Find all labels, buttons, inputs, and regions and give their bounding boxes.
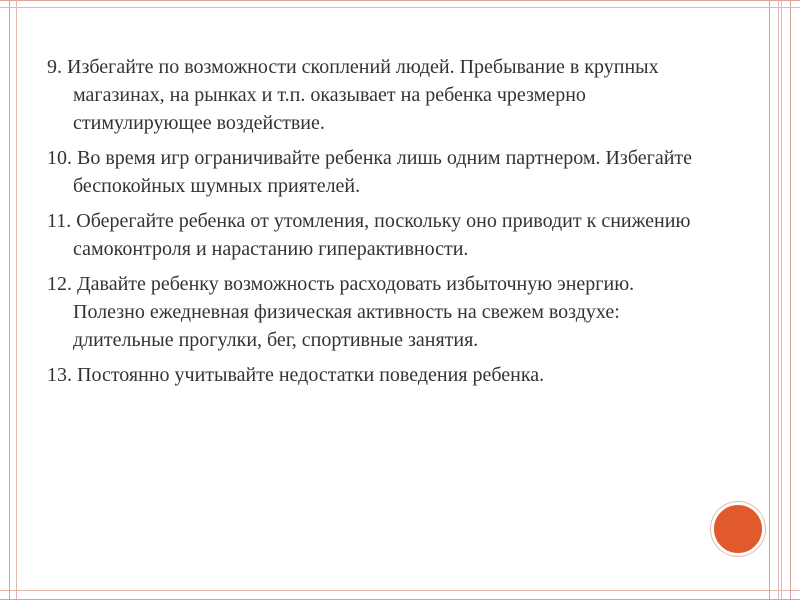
frame-left-border [9,0,17,600]
list-item-12: 12. Давайте ребенку возможность расходовать избыточную энергию. Полезно ежедневная физическая активность на свежем воздухе: длительные прогулки, бег, спортивные занятия. [47,273,635,351]
list-item-11: 11. Оберегайте ребенка от утомления, поскольку оно приводит к снижению самоконтроля и нарастанию гиперактивности. [47,210,691,260]
slide-body [47,53,707,396]
list-item-9: 9. Избегайте по возможности скоплений людей. Пребывание в крупных магазинах, на рынках и т.п. оказывает на ребенка чрезмерно стимулирующее воздействие. [47,56,659,134]
frame-right-border [769,0,791,600]
list-item-10: 10. Во время игр ограничивайте ребенка лишь одним партнером. Избегайте беспокойных шумных приятелей. [47,147,693,197]
decorative-circle [711,502,765,556]
frame-bottom-border [0,590,800,600]
frame-top-border [0,0,800,8]
list-item-13: 13. Постоянно учитывайте недостатки поведения ребенка. [47,364,545,386]
